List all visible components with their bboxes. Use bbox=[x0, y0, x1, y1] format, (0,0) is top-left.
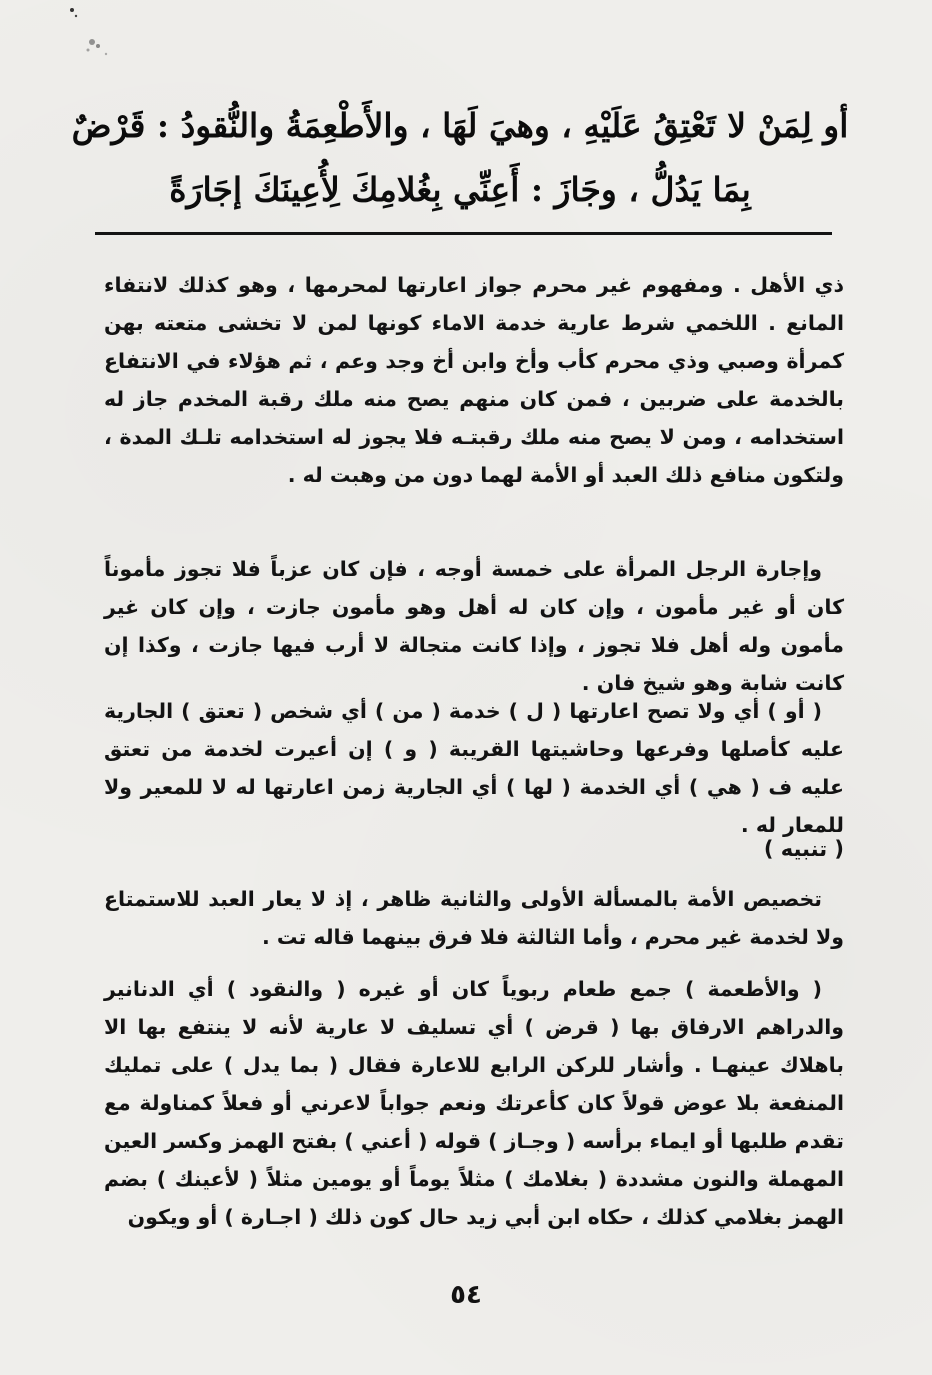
commentary-paragraph-4: تخصيص الأمة بالمسألة الأولى والثانية ظاهر ، إذ لا يعار العبد للاستمتاع ولا لخدمة غير محرم ، وأما الثالثة فلا فرق بينهما قاله تت . bbox=[104, 887, 844, 949]
commentary-paragraph-3: ( أو ) أي ولا تصح اعارتها ( ل ) خدمة ( من ) أي شخص ( تعتق ) الجارية عليه كأصلها وفرعها وحاشيتها القريبة ( و ) إن أعيرت لخدمة من تعتق عليه ف ( هي ) أي الخدمة ( لها ) أي الجارية زمن اعارتها له لا للمعير ولا للمعار له . bbox=[104, 699, 844, 837]
commentary-paragraph-5: ( والأطعمة ) جمع طعام ربوياً كان أو غيره ( والنقود ) أي الدنانير والدراهم الارفاق بها ( قرض ) أي تسليف لا عارية لأنه لا ينتفع بها الا باهلاك عينهـا . وأشار للركن الرابع للاعارة فقال ( بما يدل ) على تمليك المنفعة بلا عوض قولاً كان كأعرتك ونعم جواباً لاعرني أو فعلاً كمناولة مع تقدم طلبها أو ايماء برأسه ( وجـاز ) قوله ( أعني ) بفتح الهمز وكسر العين المهملة والنون مشددة ( بغلامك ) مثلاً يوماً أو يومين مثلاً ( لأعينك ) بضم الهمز بغلامي كذلك ، حكاه ابن أبي زيد حال كون ذلك ( اجـارة ) أو ويكون bbox=[104, 977, 844, 1229]
separator-rule bbox=[95, 232, 832, 235]
page-number: ٥٤ bbox=[450, 1280, 482, 1310]
section-heading: ( تنبيه ) bbox=[763, 837, 844, 861]
commentary-paragraph-2: وإجارة الرجل المرأة على خمسة أوجه ، فإن كان عزباً فلا تجوز مأموناً كان أو غير مأمون ، وإن كان له أهل وهو مأمون جازت ، وإن كان غير مأمون وله أهل فلا تجوز ، وإذا كانت متجالة لا أرب فيها جازت ، وكذا إن كانت شابة وهو شيخ فان . bbox=[104, 557, 844, 695]
main-text-line-1: أو لِمَنْ لا تَعْتِقُ عَلَيْهِ ، وهيَ لَهَا ، والأَطْعِمَةُ والنُّقودُ : قَرْضٌ bbox=[71, 106, 849, 145]
main-text-line-2: بِمَا يَدُلُّ ، وجَازَ : أَعِنِّي بِغُلامِكَ لِأُعِينَكَ إجَارَةً bbox=[169, 170, 751, 209]
commentary-paragraph-1: ذي الأهل . ومفهوم غير محرم جواز اعارتها لمحرمها ، وهو كذلك لانتفاء المانع . اللخمي شرط عارية خدمة الاماء كونها لمن لا تخشى متعته بهن كمرأة وصبي وذي محرم كأب وأخ وابن أخ وجد وعم ، ثم هؤلاء في الانتفاع بالخدمة على ضربين ، فمن كان منهم يصح منه ملك رقبة المخدم جاز له استخدامه ، ومن لا يصح منه ملك رقبتـه فلا يجوز له استخدامه تلـك المدة ، ولتكون منافع ذلك العبد أو الأمة لهما دون من وهبت له . bbox=[104, 273, 844, 487]
page-blemish bbox=[62, 2, 132, 62]
